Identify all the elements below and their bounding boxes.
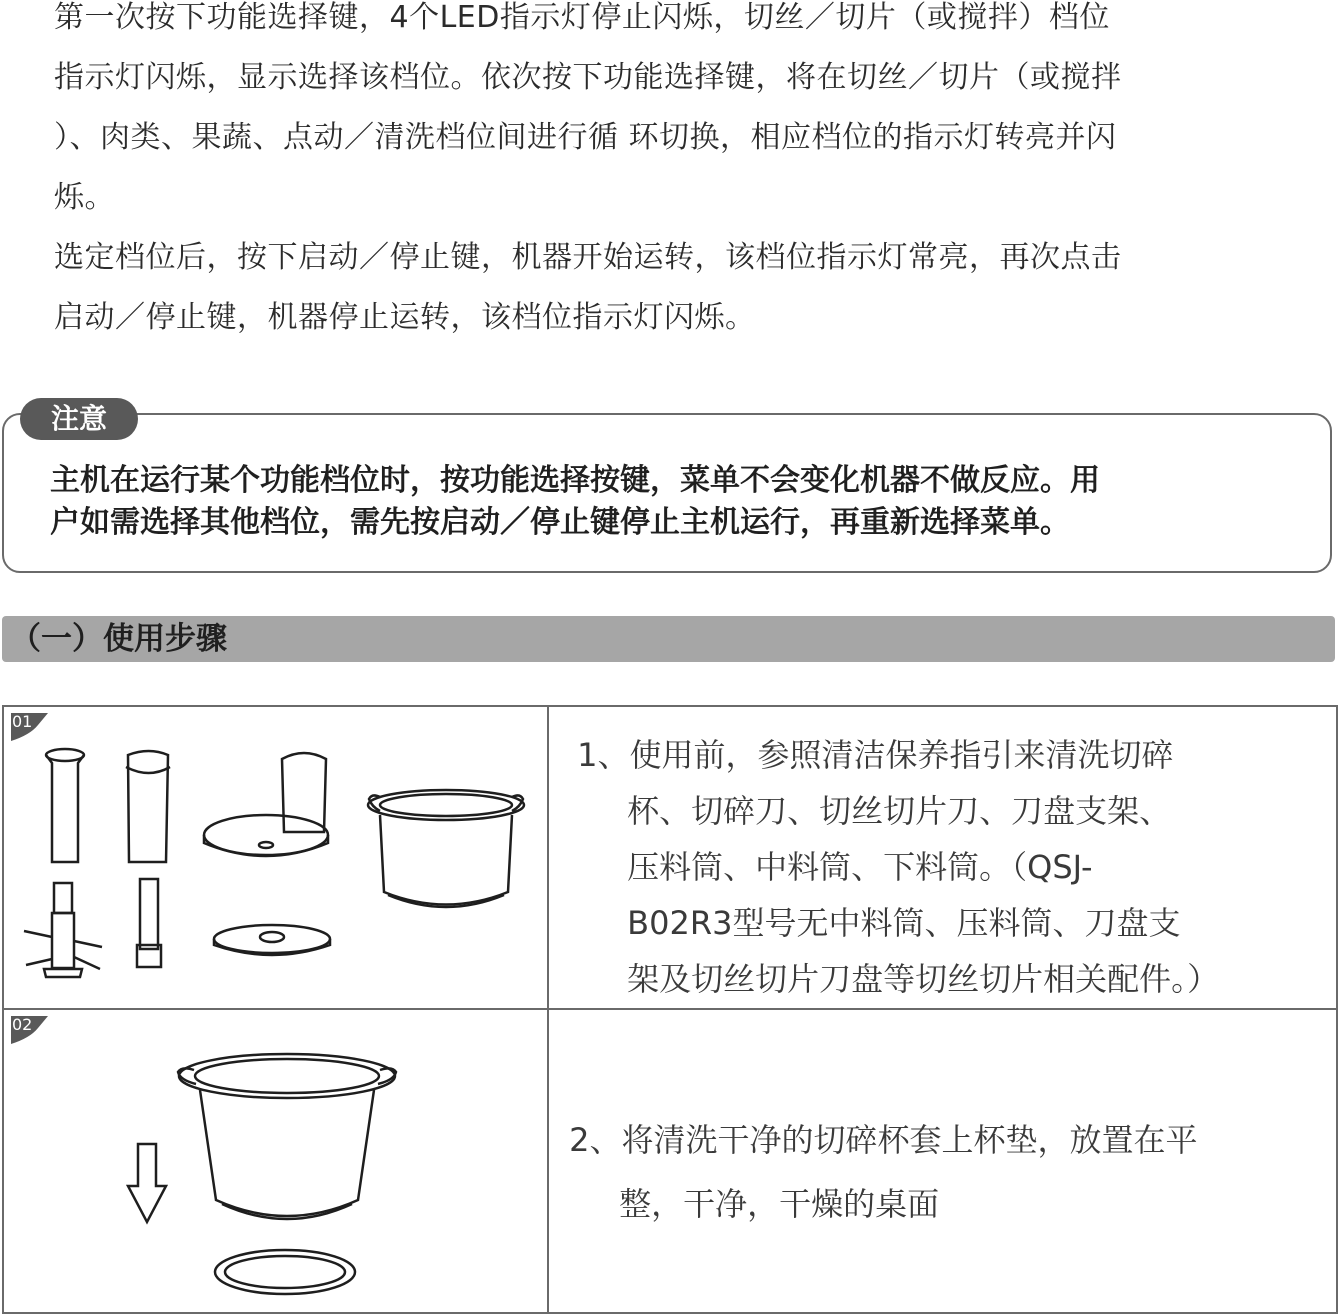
chopping-blade-icon [54, 883, 72, 913]
step-illustration-cell [3, 706, 548, 1009]
step-line: B02R3型号无中料筒、压料筒、刀盘支 [627, 904, 1181, 942]
middle-tube-icon [128, 751, 168, 862]
bowl-pad-illustration [4, 1010, 548, 1310]
intro-line: 烁。 [54, 180, 115, 215]
step-line: 2、将清洗干净的切碎杯套上杯垫，放置在平 [569, 1121, 1198, 1159]
step-row [3, 1009, 1337, 1313]
step-instruction [577, 727, 1317, 1007]
notice-tag: 注意 [20, 398, 138, 440]
step-line: 整，干净，干燥的桌面 [619, 1185, 940, 1223]
intro-text [54, 0, 1314, 348]
step-line: 杯、切碎刀、切丝切片刀、刀盘支架、 [627, 792, 1172, 830]
blade-shaft-icon [140, 879, 158, 949]
step-line: 1、使用前，参照清洁保养指引来清洗切碎 [577, 736, 1174, 774]
cutting-disc-icon [214, 925, 330, 953]
section-header-bar [2, 616, 1335, 662]
step-illustration-cell [3, 1009, 548, 1313]
intro-line: 选定档位后，按下启动／停止键，机器开始运转，该档位指示灯常亮，再次点击 [54, 240, 1122, 275]
bowl-icon [179, 1054, 395, 1098]
notice-text [50, 460, 1310, 544]
step-badge-number: 02 [12, 1015, 33, 1034]
intro-line: 启动／停止键，机器停止运转，该档位指示灯闪烁。 [54, 300, 756, 335]
section-title: （一）使用步骤 [10, 621, 227, 657]
down-arrow-icon [128, 1144, 166, 1222]
intro-line: 指示灯闪烁，显示选择该档位。依次按下功能选择键，将在切丝／切片（或搅拌 [54, 60, 1122, 95]
step-row [3, 706, 1337, 1009]
steps-table [2, 705, 1338, 1314]
notice-line: 主机在运行某个功能档位时，按功能选择按键，菜单不会变化机器不做反应。用 [50, 463, 1100, 498]
step-text-cell [548, 1009, 1337, 1313]
step-line: 压料筒、中料筒、下料筒。（QSJ- [627, 848, 1093, 886]
step-badge-number: 01 [12, 712, 33, 731]
notice-line: 户如需选择其他档位，需先按启动／停止键停止主机运行，再重新选择菜单。 [50, 505, 1070, 540]
intro-line: ）、肉类、果蔬、点动／清洗档位间进行循 环切换，相应档位的指示灯转亮并闪 [54, 120, 1117, 155]
intro-line: 第一次按下功能选择键，4个LED指示灯停止闪烁，切丝／切片（或搅拌）档位 [54, 0, 1110, 35]
step-instruction [569, 1108, 1309, 1236]
step-text-cell [548, 706, 1337, 1009]
step-line: 架及切丝切片刀盘等切丝切片相关配件。） [627, 960, 1220, 998]
pusher-tube-icon [46, 749, 84, 761]
parts-illustration [4, 707, 548, 1007]
